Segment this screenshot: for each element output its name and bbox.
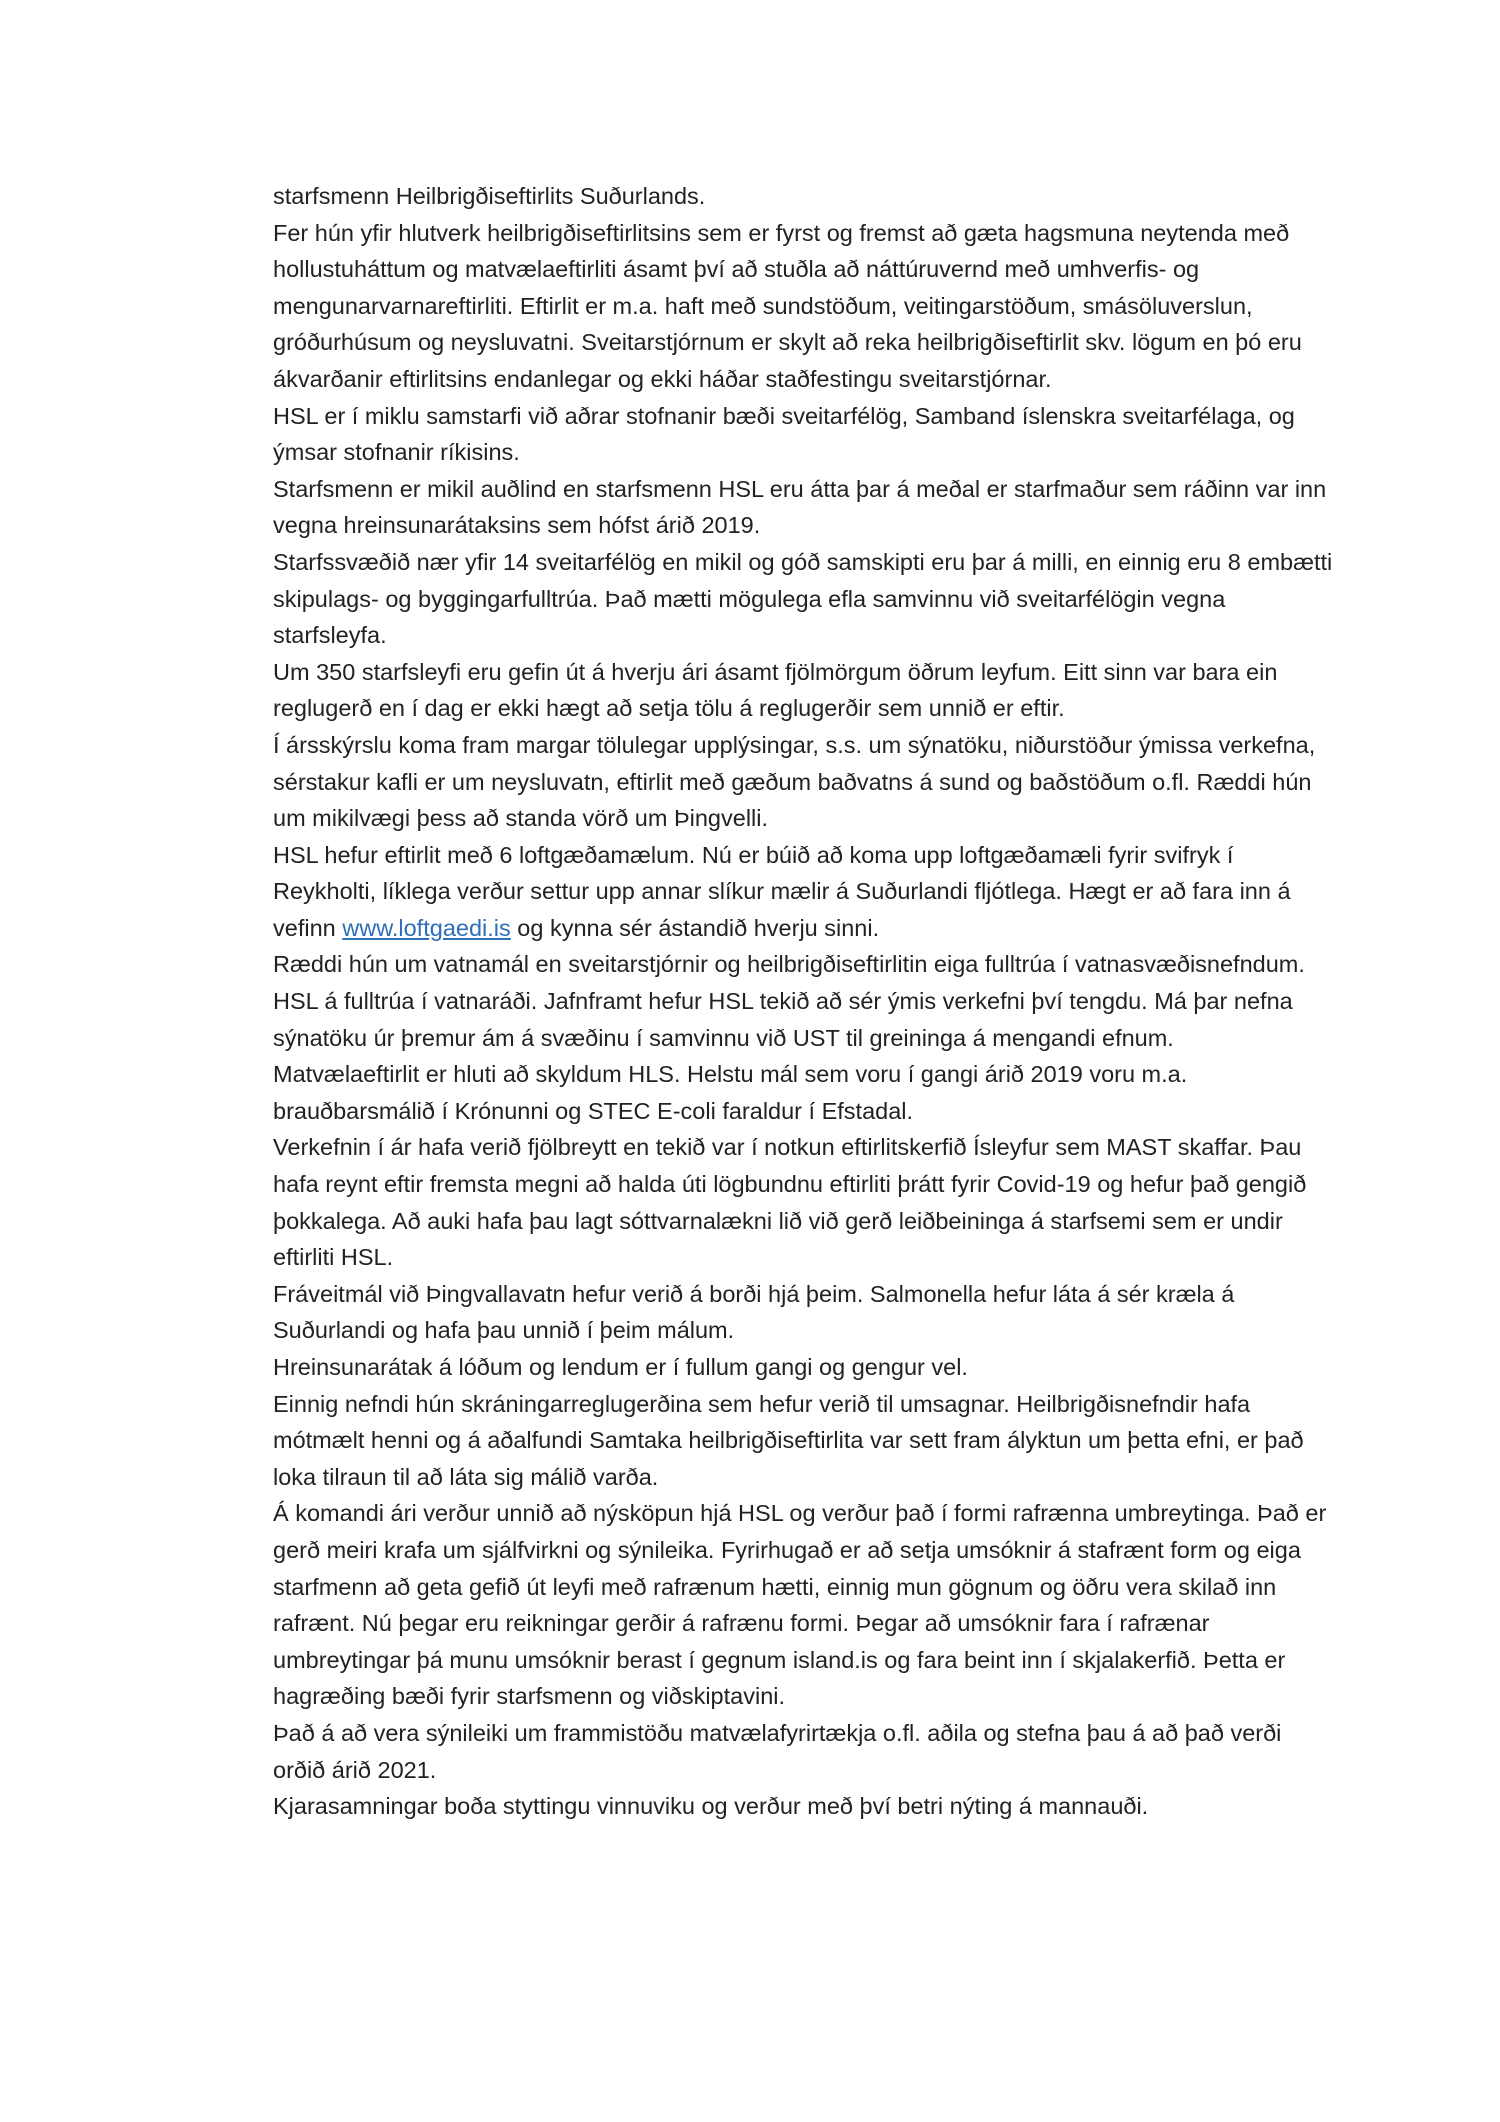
paragraph: Fer hún yfir hlutverk heilbrigðiseftirlitsins sem er fyrst og fremst að gæta hagsmuna neytenda með hollustuháttum og matvælaeftirliti ásamt því að stuðla að náttúruvernd með umhverfis- og mengunarvarnareftirliti. Eftirlit er m.a. haft með sundstöðum, veitingarstöðum, smásöluverslun, gróðurhúsum og neysluvatni. Sveitarstjórnum er skylt að reka heilbrigðiseftirlit skv. lögum en þó eru ákvarðanir eftirlitsins endanlegar og ekki háðar staðfestingu sveitarstjórnar. bbox=[273, 219, 1302, 392]
paragraph: Kjarasamningar boða styttingu vinnuviku og verður með því betri nýting á mannauði. bbox=[273, 1793, 1149, 1820]
paragraph: Verkefnin í ár hafa verið fjölbreytt en tekið var í notkun eftirlitskerfið Ísleyfur sem MAST skaffar. Þau hafa reynt eftir fremsta megni að halda úti lögbundnu eftirliti þrátt fyrir Covid-19 og hefur það gengið þokkalega. Að auki hafa þau lagt sóttvarnalækni lið við gerð leiðbeininga á starfsemi sem er undir eftirliti HSL. bbox=[273, 1134, 1307, 1271]
document-page bbox=[273, 178, 1333, 1825]
air-quality-paragraph bbox=[273, 837, 1333, 947]
paragraph: Einnig nefndi hún skráningarreglugerðina sem hefur verið til umsagnar. Heilbrigðisnefndir hafa mótmælt henni og á aðalfundi Samtaka heilbrigðiseftirlita var sett fram ályktun um þetta efni, er það loka tilraun til að láta sig málið varða. bbox=[273, 1390, 1304, 1490]
paragraph: Hreinsunarátak á lóðum og lendum er í fullum gangi og gengur vel. bbox=[273, 1354, 968, 1380]
paragraph: Um 350 starfsleyfi eru gefin út á hverju ári ásamt fjölmörgum öðrum leyfum. Eitt sinn var bara ein reglugerð en í dag er ekki hægt að setja tölu á reglugerðir sem unnið er eftir. bbox=[273, 658, 1278, 722]
paragraph: Það á að vera sýnileiki um frammistöðu matvælafyrirtækja o.fl. aðila og stefna þau á að það verði orðið árið 2021. bbox=[273, 1719, 1282, 1783]
paragraph: Ræddi hún um vatnamál en sveitarstjórnir og heilbrigðiseftirlitin eiga fulltrúa í vatnasvæðisnefndum. HSL á fulltrúa í vatnaráði. Jafnframt hefur HSL tekið að sér ýmis verkefni því tengdu. Má þar nefna sýnatöku úr þremur ám á svæðinu í samvinnu við UST til greininga á mengandi efnum. bbox=[273, 951, 1305, 1051]
paragraph: Starfsmenn er mikil auðlind en starfsmenn HSL eru átta þar á meðal er starfmaður sem ráðinn var inn vegna hreinsunarátaksins sem hófst árið 2019. bbox=[273, 475, 1327, 539]
paragraph: Á komandi ári verður unnið að nýsköpun hjá HSL og verður það í formi rafrænna umbreytinga. Það er gerð meiri krafa um sjálfvirkni og sýnileika. Fyrirhugað er að setja umsóknir á stafrænt form og eiga starfmenn að geta gefið út leyfi með rafrænum hætti, einnig mun gögnum og öðru vera skilað inn rafrænt. Nú þegar eru reikningar gerðir á rafrænu formi. Þegar að umsóknir fara í rafrænar umbreytingar þá munu umsóknir berast í gegnum island.is og fara beint inn í skjalakerfið. Þetta er hagræðing bæði fyrir starfsmenn og viðskiptavini. bbox=[273, 1500, 1327, 1710]
loftgaedi-link[interactable]: www.loftgaedi.is bbox=[342, 914, 511, 941]
paragraph: Í ársskýrslu koma fram margar tölulegar upplýsingar, s.s. um sýnatöku, niðurstöður ýmissa verkefna, sérstakur kafli er um neysluvatn, eftirlit með gæðum baðvatns á sund og baðstöðum o.fl. Ræddi hún um mikilvægi þess að standa vörð um Þingvelli. bbox=[273, 731, 1316, 832]
air-quality-text-end: og kynna sér ástandið hverju sinni. bbox=[510, 914, 880, 941]
paragraph: starfsmenn Heilbrigðiseftirlits Suðurlands. bbox=[273, 183, 706, 209]
paragraph: HSL er í miklu samstarfi við aðrar stofnanir bæði sveitarfélög, Samband íslenskra sveitarfélaga, og ýmsar stofnanir ríkisins. bbox=[273, 402, 1295, 466]
paragraph: Starfssvæðið nær yfir 14 sveitarfélög en mikil og góð samskipti eru þar á milli, en einnig eru 8 embætti skipulags- og byggingarfulltrúa. Það mætti mögulega efla samvinnu við sveitarfélögin vegna starfsleyfa. bbox=[273, 548, 1333, 649]
paragraph: Matvælaeftirlit er hluti að skyldum HLS. Helstu mál sem voru í gangi árið 2019 voru m.a. brauðbarsmálið í Krónunni og STEC E-coli faraldur í Efstadal. bbox=[273, 1061, 1188, 1124]
air-quality-text: HSL hefur eftirlit með 6 loftgæðamælum. Nú er búið að koma upp loftgæðamæli fyrir svifryk í Reykholti, líklega verður settur upp annar slíkur mælir á Suðurlandi fljótlega. Hægt er að fara inn á vefinn bbox=[273, 841, 1291, 941]
paragraph: Fráveitmál við Þingvallavatn hefur verið á borði hjá þeim. Salmonella hefur láta á sér kræla á Suðurlandi og hafa þau unnið í þeim málum. bbox=[273, 1280, 1235, 1344]
